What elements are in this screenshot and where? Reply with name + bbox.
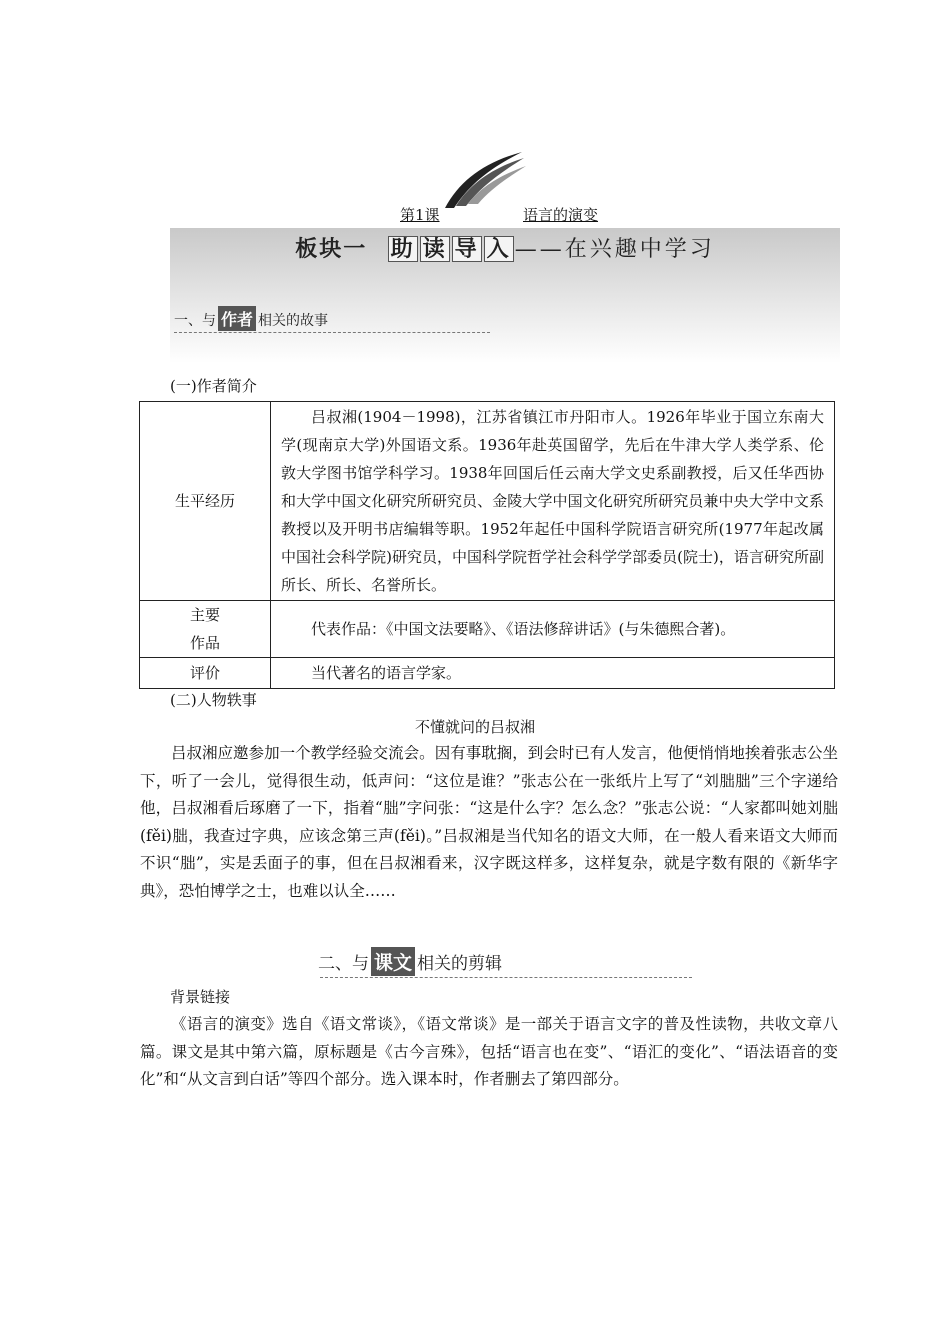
row-label xyxy=(140,600,271,657)
row-content: 当代著名的语言学家。 xyxy=(311,663,462,682)
lesson-header xyxy=(0,204,950,228)
section-tag: 课文 xyxy=(371,947,415,976)
banner-box-char: 入 xyxy=(484,236,514,262)
section-prefix: 一、与 xyxy=(174,313,216,329)
table-row xyxy=(140,402,835,601)
dashed-divider xyxy=(174,332,490,333)
anecdote-text: 吕叔湘应邀参加一个教学经验交流会。因有事耽搁，到会时已有人发言，他便悄悄地挨着张志公坐下，听了一会儿，觉得很生动，低声问：“这位是谁？”张志公在一张纸片上写了“刘朏朏”三个字递给他，吕叔湘看后琢磨了一下，指着“朏”字问张：“这是什么字？怎么念？”张志公说：“人家都叫她刘朏(fěi)朏，我查过字典，应该念第三声(fěi)。”吕叔湘是当代知名的语文大师，在一般人看来语文大师而不识“朏”，实是丢面子的事，但在吕叔湘看来，汉字既这样多，这样复杂，就是字数有限的《新华字典》，恐怕博学之士，也难以认全…… xyxy=(140,744,838,900)
banner-title xyxy=(170,232,840,263)
section-heading-text xyxy=(318,947,502,976)
section-suffix: 相关的故事 xyxy=(258,313,329,329)
intro-heading: (一)作者简介 xyxy=(170,377,257,395)
swoosh-decoration-icon xyxy=(440,150,530,210)
table-row xyxy=(140,657,835,688)
table-row xyxy=(140,600,835,657)
banner-box-char: 读 xyxy=(420,236,450,262)
lesson-title: 语言的演变 xyxy=(523,206,599,224)
background-text: 《语言的演变》选自《语文常谈》，《语文常谈》是一部关于语言文字的普及性读物，共收文章八篇。课文是其中第六篇，原标题是《古今言殊》，包括“语言也在变”、“语汇的变化”、“语法语音的变化”和“从文言到白话”等四个部分。选入课本时，作者删去了第四部分。 xyxy=(140,1015,838,1088)
section-suffix: 相关的剪辑 xyxy=(417,954,503,974)
banner-box-char: 导 xyxy=(452,236,482,262)
row-label-line: 主要 xyxy=(189,605,220,624)
lesson-number: 第1课 xyxy=(400,206,440,224)
anecdote-heading: (二)人物轶事 xyxy=(170,691,257,709)
row-label: 评价 xyxy=(140,657,271,688)
row-label: 生平经历 xyxy=(140,402,271,601)
section-heading-author xyxy=(174,306,328,331)
section-prefix: 二、与 xyxy=(318,954,369,974)
row-label-line: 作品 xyxy=(189,633,220,652)
banner-box-char: 助 xyxy=(388,236,418,262)
section-tag: 作者 xyxy=(218,306,256,331)
banner-part: 板块一 xyxy=(295,236,368,262)
background-heading: 背景链接 xyxy=(170,988,231,1006)
row-content: 代表作品：《中国文法要略》、《语法修辞讲话》(与朱德熙合著)。 xyxy=(311,619,736,638)
row-content: 吕叔湘(1904－1998)，江苏省镇江市丹阳市人。1926年毕业于国立东南大学(现南京大学)外国语文系。1936年赴英国留学，先后在牛津大学人类学系、伦敦大学图书馆学科学习。1938年回国后任云南大学文史系副教授，后又任华西协和大学中国文化研究所研究员、金陵大学中国文化研究所研究员兼中央大学中文系教授以及开明书店编辑等职。1952年起任中国科学院语言研究所(1977年起改属中国社会科学院)研究员，中国科学院哲学社会科学学部委员(院士)，语言研究所副所长、所长、名誉所长。 xyxy=(281,407,824,594)
banner-subtitle: ——在兴趣中学习 xyxy=(514,237,715,262)
anecdote-title: 不懂就问的吕叔湘 xyxy=(414,718,535,736)
author-info-table xyxy=(139,401,835,689)
dashed-divider xyxy=(320,977,692,978)
section-banner xyxy=(170,228,840,363)
